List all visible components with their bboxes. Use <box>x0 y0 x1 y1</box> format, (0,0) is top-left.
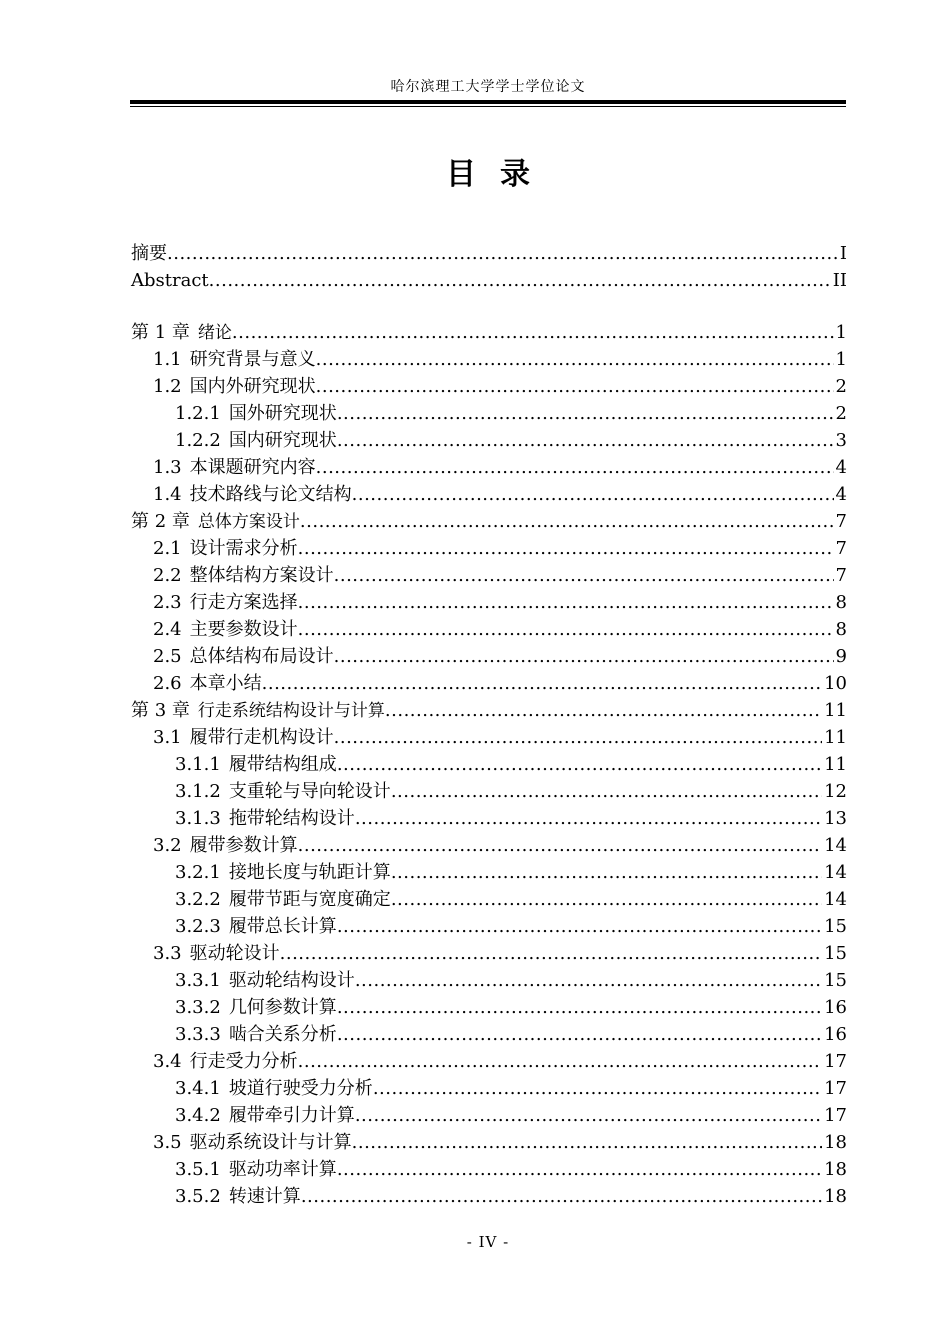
toc-entry-number: 1.2 <box>153 376 182 397</box>
toc-entry-number: 3.1.3 <box>175 808 221 829</box>
page-title: 目录 <box>446 157 554 192</box>
toc-entry-title <box>153 616 298 643</box>
toc-entry-page: 8 <box>835 619 847 640</box>
toc-entry-page: 18 <box>824 1186 847 1207</box>
toc-entry[interactable] <box>131 697 847 724</box>
toc-entry-page: 14 <box>824 835 847 856</box>
toc-entry-number: 2.4 <box>153 619 182 640</box>
toc-dot-leader <box>262 670 822 697</box>
toc-entry-text: 本章小结 <box>189 673 262 694</box>
toc-entry[interactable] <box>131 886 847 913</box>
toc-entry-page: 12 <box>824 781 847 802</box>
toc-entry-number: 1.2.1 <box>175 403 221 424</box>
toc-dot-leader <box>280 940 822 967</box>
toc-dot-leader <box>373 1075 822 1102</box>
toc-entry-title <box>175 1102 355 1129</box>
toc-dot-leader <box>298 535 834 562</box>
toc-entry-number: 1.3 <box>153 457 182 478</box>
toc-dot-leader <box>337 913 822 940</box>
toc-entry[interactable] <box>131 832 847 859</box>
toc-entry-page: 18 <box>824 1132 847 1153</box>
toc-entry[interactable] <box>131 1048 847 1075</box>
toc-entry[interactable] <box>131 1183 847 1210</box>
toc-entry[interactable] <box>131 805 847 832</box>
toc-entry-title <box>175 886 391 913</box>
toc-entry-title <box>175 1156 337 1183</box>
page-number: - IV - <box>466 1233 510 1251</box>
toc-entry-title <box>131 267 209 294</box>
toc-entry[interactable] <box>131 616 847 643</box>
toc-entry-page: II <box>832 270 847 291</box>
toc-entry-title <box>153 373 316 400</box>
toc-entry[interactable] <box>131 454 847 481</box>
toc-dot-leader <box>391 886 822 913</box>
toc-entry-title <box>153 643 334 670</box>
toc-entry[interactable] <box>131 670 847 697</box>
toc-entry-title <box>153 346 316 373</box>
toc-dot-leader <box>298 832 822 859</box>
toc-entry-number: 1.2.2 <box>175 430 221 451</box>
toc-entry-page: I <box>839 243 847 264</box>
toc-entry-text: 履带参数计算 <box>189 835 298 856</box>
toc-entry[interactable] <box>131 778 847 805</box>
toc-dot-leader <box>300 508 834 535</box>
toc-entry-number: 3.5.2 <box>175 1186 221 1207</box>
toc-entry-text: 啮合关系分析 <box>228 1024 337 1045</box>
toc-entry-title <box>153 1048 298 1075</box>
toc-entry-title <box>175 778 391 805</box>
toc-entry-page: 16 <box>824 997 847 1018</box>
toc-entry[interactable] <box>131 1075 847 1102</box>
toc-entry-text: 总体方案设计 <box>197 512 300 532</box>
toc-entry[interactable] <box>131 240 847 267</box>
toc-entry-page: 17 <box>824 1051 847 1072</box>
toc-entry-number: 3.3 <box>153 943 182 964</box>
toc-entry-title <box>131 697 385 725</box>
toc-entry-title <box>175 427 337 454</box>
toc-entry-number: 3.1.1 <box>175 754 221 775</box>
toc-dot-leader <box>355 967 822 994</box>
toc-entry-text: 主要参数设计 <box>189 619 298 640</box>
toc-entry-number: 第 1 章 <box>131 322 190 343</box>
toc-entry-text: 接地长度与轨距计算 <box>228 862 391 883</box>
running-header: 哈尔滨理工大学学士学位论文 <box>390 79 586 95</box>
toc-entry[interactable] <box>131 427 847 454</box>
toc-entry-number: 3.2.1 <box>175 862 221 883</box>
toc-entry-text: 行走受力分析 <box>189 1051 298 1072</box>
toc-dot-leader <box>334 562 834 589</box>
toc-entry-text: 国外研究现状 <box>228 403 337 424</box>
toc-entry-page: 18 <box>824 1159 847 1180</box>
toc-entry[interactable] <box>131 940 847 967</box>
toc-dot-leader <box>352 1129 822 1156</box>
toc-entry[interactable] <box>131 535 847 562</box>
toc-entry-page: 15 <box>824 916 847 937</box>
toc-entry[interactable] <box>131 267 847 294</box>
toc-entry[interactable] <box>131 643 847 670</box>
toc-entry-text: 履带结构组成 <box>228 754 337 775</box>
toc-entry-title <box>131 508 300 536</box>
toc-entry-text: 坡道行驶受力分析 <box>228 1078 373 1099</box>
toc-entry-number: 3.2.3 <box>175 916 221 937</box>
toc-dot-leader <box>337 994 822 1021</box>
toc-entry-title <box>153 724 334 751</box>
toc-entry-page: 8 <box>835 592 847 613</box>
toc-entry-text: 驱动功率计算 <box>228 1159 337 1180</box>
toc-entry-page: 15 <box>824 943 847 964</box>
toc-entry-title <box>175 805 355 832</box>
toc-entry-title <box>175 913 337 940</box>
toc-entry-number: 3.3.1 <box>175 970 221 991</box>
toc-entry-page: 7 <box>835 538 847 559</box>
toc-entry-text: 整体结构方案设计 <box>189 565 334 586</box>
toc-dot-leader <box>301 1183 822 1210</box>
toc-dot-leader <box>316 346 834 373</box>
toc-entry-text: 履带总长计算 <box>228 916 337 937</box>
toc-entry-page: 2 <box>835 403 847 424</box>
toc-entry-title <box>131 319 232 347</box>
toc-entry-text: 拖带轮结构设计 <box>228 808 355 829</box>
toc-entry-text: 驱动轮设计 <box>189 943 280 964</box>
toc-entry-page: 13 <box>824 808 847 829</box>
toc-entry-title <box>153 562 334 589</box>
toc-dot-leader <box>385 697 822 724</box>
toc-entry[interactable] <box>131 400 847 427</box>
toc-entry-title <box>153 670 262 697</box>
toc-entry[interactable] <box>131 859 847 886</box>
toc-dot-leader <box>167 240 838 267</box>
toc-entry-text: 转速计算 <box>228 1186 301 1207</box>
toc-entry-number: 3.4.2 <box>175 1105 221 1126</box>
toc-entry-page: 1 <box>835 322 847 343</box>
header-rule-thick <box>130 100 846 104</box>
toc-entry-page: 7 <box>835 511 847 532</box>
toc-entry-title <box>175 1021 337 1048</box>
toc-dot-leader <box>355 1102 822 1129</box>
toc-entry-number: 3.3.2 <box>175 997 221 1018</box>
toc-dot-leader <box>391 778 822 805</box>
toc-entry-page: 4 <box>835 457 847 478</box>
toc-dot-leader <box>391 859 822 886</box>
toc-entry-title <box>175 994 337 1021</box>
toc-entry-title <box>153 940 280 967</box>
toc-entry[interactable] <box>131 994 847 1021</box>
toc-dot-leader <box>298 589 834 616</box>
toc-dot-leader <box>232 319 834 346</box>
toc-entry-number: 3.3.3 <box>175 1024 221 1045</box>
toc-entry-number: 2.6 <box>153 673 182 694</box>
toc-dot-leader <box>337 400 834 427</box>
toc-entry-number: 3.5 <box>153 1132 182 1153</box>
toc-dot-leader <box>337 1021 822 1048</box>
toc-entry-title <box>153 535 298 562</box>
toc-entry-number: 3.4.1 <box>175 1078 221 1099</box>
toc-entry-text: 驱动系统设计与计算 <box>189 1132 352 1153</box>
toc-entry-page: 14 <box>824 889 847 910</box>
toc-entry-number: 3.4 <box>153 1051 182 1072</box>
table-of-contents <box>131 240 847 1210</box>
toc-entry[interactable] <box>131 967 847 994</box>
toc-entry-title <box>175 859 391 886</box>
toc-entry-number: 2.2 <box>153 565 182 586</box>
toc-entry-text: 设计需求分析 <box>189 538 298 559</box>
toc-dot-leader <box>337 1156 822 1183</box>
toc-entry-number: 第 2 章 <box>131 511 190 532</box>
toc-dot-leader <box>334 643 834 670</box>
toc-entry-title <box>153 1129 352 1156</box>
toc-entry-text: 行走方案选择 <box>189 592 298 613</box>
toc-entry[interactable] <box>131 724 847 751</box>
toc-entry-page: 10 <box>824 673 847 694</box>
toc-entry-text: 几何参数计算 <box>228 997 337 1018</box>
toc-entry-text: Abstract <box>131 270 209 291</box>
toc-entry-title <box>175 967 355 994</box>
toc-entry-page: 11 <box>824 754 847 775</box>
toc-dot-leader <box>337 427 834 454</box>
toc-entry-title <box>153 454 316 481</box>
toc-entry-number: 2.3 <box>153 592 182 613</box>
toc-entry-page: 16 <box>824 1024 847 1045</box>
toc-entry-page: 9 <box>835 646 847 667</box>
toc-entry-page: 4 <box>835 484 847 505</box>
toc-dot-leader <box>337 751 822 778</box>
toc-entry[interactable] <box>131 373 847 400</box>
header-rule-thin <box>130 106 846 107</box>
toc-entry-text: 履带行走机构设计 <box>189 727 334 748</box>
toc-entry[interactable] <box>131 1102 847 1129</box>
toc-entry-page: 11 <box>824 700 847 721</box>
toc-dot-leader <box>334 724 822 751</box>
toc-entry[interactable] <box>131 1156 847 1183</box>
toc-entry-text: 摘要 <box>131 243 167 264</box>
toc-entry[interactable] <box>131 1129 847 1156</box>
toc-entry-text: 研究背景与意义 <box>189 349 316 370</box>
toc-entry-page: 15 <box>824 970 847 991</box>
toc-dot-leader <box>355 805 822 832</box>
toc-entry-number: 1.1 <box>153 349 182 370</box>
toc-entry-title <box>153 481 352 508</box>
toc-dot-leader <box>209 267 831 294</box>
toc-dot-leader <box>298 616 834 643</box>
toc-entry[interactable] <box>131 562 847 589</box>
toc-dot-leader <box>316 373 834 400</box>
toc-entry-text: 行走系统结构设计与计算 <box>197 701 385 721</box>
toc-entry-page: 17 <box>824 1078 847 1099</box>
toc-entry-text: 本课题研究内容 <box>189 457 316 478</box>
toc-entry-number: 3.2 <box>153 835 182 856</box>
toc-entry-number: 3.1.2 <box>175 781 221 802</box>
toc-entry-page: 3 <box>835 430 847 451</box>
toc-entry[interactable] <box>131 913 847 940</box>
toc-entry-number: 3.5.1 <box>175 1159 221 1180</box>
toc-entry[interactable] <box>131 319 847 346</box>
toc-entry-page: 14 <box>824 862 847 883</box>
toc-entry-title <box>175 751 337 778</box>
toc-entry-text: 技术路线与论文结构 <box>189 484 352 505</box>
toc-entry-title <box>153 832 298 859</box>
toc-entry-page: 7 <box>835 565 847 586</box>
toc-entry-text: 履带节距与宽度确定 <box>228 889 391 910</box>
toc-entry-title <box>131 240 167 267</box>
toc-dot-leader <box>316 454 834 481</box>
toc-entry-number: 3.2.2 <box>175 889 221 910</box>
toc-entry-title <box>175 400 337 427</box>
toc-entry[interactable] <box>131 481 847 508</box>
toc-entry-text: 国内外研究现状 <box>189 376 316 397</box>
toc-dot-leader <box>352 481 834 508</box>
toc-entry[interactable] <box>131 346 847 373</box>
toc-entry-number: 2.5 <box>153 646 182 667</box>
toc-entry-number: 第 3 章 <box>131 700 190 721</box>
toc-entry-text: 驱动轮结构设计 <box>228 970 355 991</box>
toc-entry-text: 绪论 <box>197 323 232 343</box>
toc-entry-text: 总体结构布局设计 <box>189 646 334 667</box>
toc-entry-number: 3.1 <box>153 727 182 748</box>
toc-entry-text: 国内研究现状 <box>228 430 337 451</box>
toc-entry[interactable] <box>131 1021 847 1048</box>
toc-entry-number: 1.4 <box>153 484 182 505</box>
toc-entry-title <box>175 1075 373 1102</box>
toc-entry-title <box>175 1183 301 1210</box>
toc-entry-text: 支重轮与导向轮设计 <box>228 781 391 802</box>
toc-entry[interactable] <box>131 508 847 535</box>
toc-entry-text: 履带牵引力计算 <box>228 1105 355 1126</box>
toc-entry-page: 11 <box>824 727 847 748</box>
toc-entry-page: 17 <box>824 1105 847 1126</box>
toc-entry[interactable] <box>131 751 847 778</box>
toc-entry[interactable] <box>131 589 847 616</box>
toc-entry-title <box>153 589 298 616</box>
toc-entry-page: 1 <box>835 349 847 370</box>
toc-entry-number: 2.1 <box>153 538 182 559</box>
toc-entry-page: 2 <box>835 376 847 397</box>
toc-dot-leader <box>298 1048 822 1075</box>
